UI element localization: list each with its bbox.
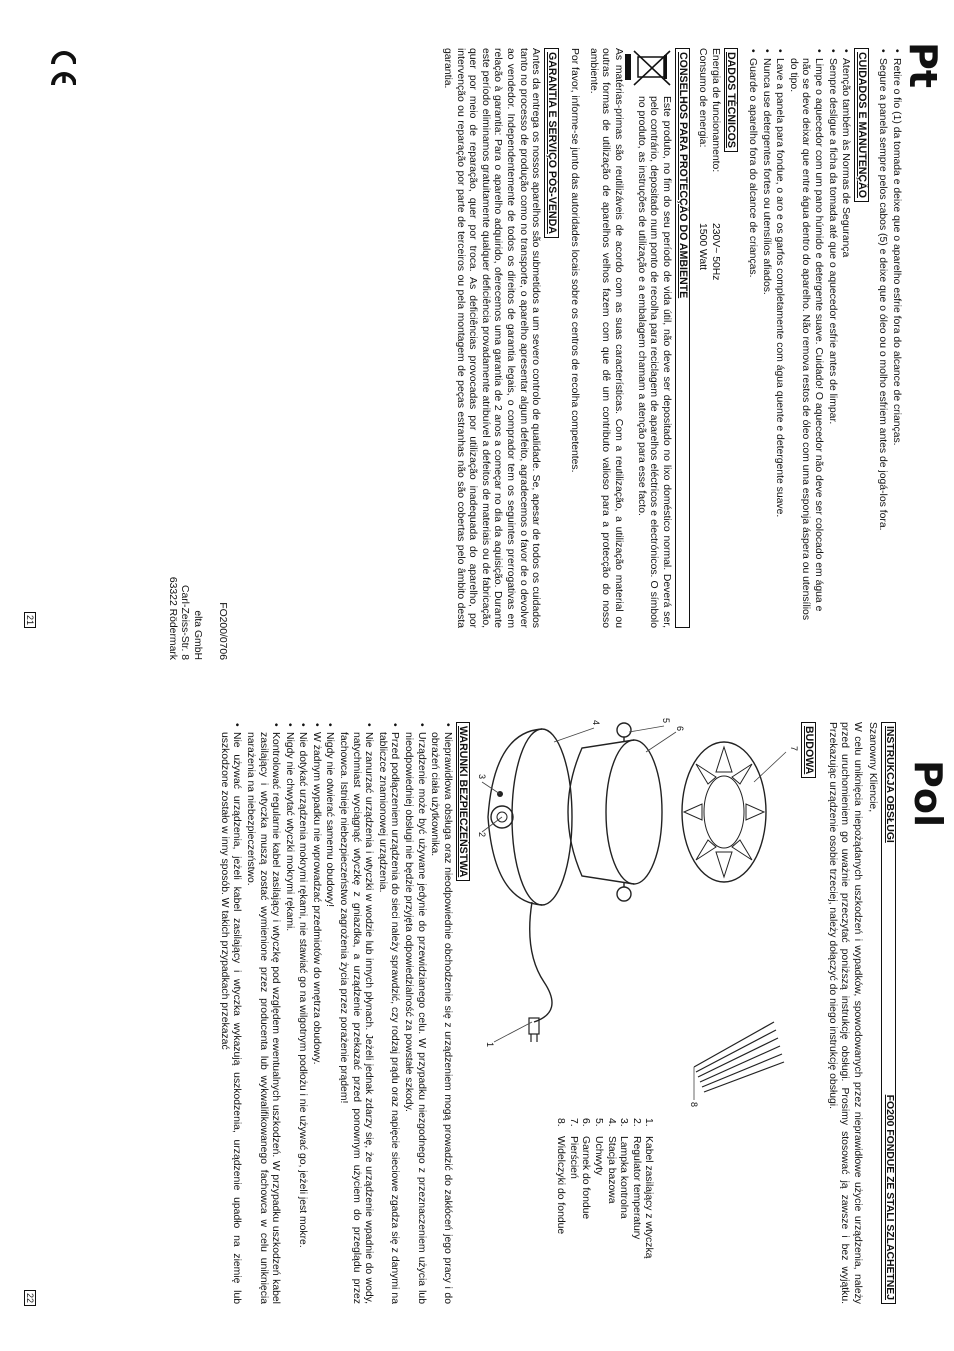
part-number: 3.	[618, 1118, 630, 1127]
pt-care-list	[745, 48, 851, 628]
section-heading-care: CUIDADOS E MANUTENÇÃO	[854, 48, 869, 202]
list-item: • Przed podłączeniem urządzenia do sieci należy sprawdzić, czy rodzaj prądu oraz napięcie sieciowe zgadza się z danymi na tabliczce znamionowej urządzenia.	[375, 732, 400, 1304]
env-text: Por favor, informe-se junto das autoridades locais sobre os centros de recolha competentes.	[569, 48, 581, 473]
list-item	[591, 1118, 604, 1258]
tech-value: 230V~ 50Hz	[709, 223, 721, 281]
list-item	[629, 1118, 642, 1258]
tech-key: Consumo de energia:	[697, 48, 709, 148]
instruction-title-bar	[881, 722, 896, 1304]
address-line: elta GmbH	[191, 610, 203, 660]
language-label-pt: Pt	[901, 42, 945, 89]
list-item: • Limpe o aquecedor com um pano húmido e detergente suave. Cuidado! O aquecedor não deve ser colocado em água e não se deve deixar que entre água dentro do aparelho. Não remova restos de óleo com uma esponja áspera ou utensílios do tipo.	[786, 58, 824, 628]
part-label: Kabel zasilający z wtyczką	[643, 1136, 655, 1259]
language-label-pol: Pol	[906, 760, 950, 827]
address-line: 63322 Rödermark	[166, 576, 178, 660]
list-item: • Nie dotykać urządzenia mokrymi rękami, nie stawiać go na wilgotnym podłożu i nie używać go, jeżeli jest mokre.	[296, 732, 309, 1304]
part-label: Uchwyty	[593, 1136, 605, 1176]
list-item	[604, 1118, 617, 1258]
list-item: • Nunca use detergentes fortes ou utensílios afiados.	[759, 58, 772, 628]
callout-label: 2	[477, 832, 488, 838]
ce-mark-icon	[38, 44, 76, 101]
callout-label: 6	[675, 726, 686, 732]
list-item	[642, 1118, 655, 1258]
list-item: • Nigdy nie otwierać samemu obudowy!	[323, 732, 336, 1304]
instruction-title: INSTRUKCJA OBSŁUGI	[884, 726, 895, 843]
tech-row	[708, 48, 721, 628]
env-text: As matérias-primas são reutilizáveis de acordo com as suas características. Com a reutilização, a utilização material ou outras formas de utilização de aparelhos velhos fazem com que dê um contributo valioso para a protecção do nosso ambiente.	[587, 48, 625, 628]
greeting: Szanowny Kliencie,	[867, 722, 879, 813]
list-item: • Nie zanurzać urządzenia i wtyczki w wodzie lub innych płynach. Jeżeli jednak zdarzy się, że urządzenie wpadnie do wody, natychmiast wyciągnąć wtyczkę z gniazdka, a urządzenie przekazać przed ponownym użyciem do przeglądu przez fachowca. Istnieje niebezpieczeństwo zagrożenia życia przez porażenie prądem!	[337, 732, 375, 1304]
section-heading-safety: WARUNKI BEZPIECZEŃSTWA	[456, 722, 471, 881]
list-item	[617, 1118, 630, 1258]
callout-label: 5	[661, 718, 672, 724]
safety-list	[217, 722, 453, 1304]
section-heading-tech: DADOS TÉCNICOS	[724, 48, 739, 152]
part-number: 2.	[630, 1118, 642, 1127]
list-item: • Nigdy nie chwytać wtyczki mokrymi rękami.	[282, 732, 295, 1304]
tech-key: Energia de funcionamento:	[709, 48, 721, 173]
part-label: Regulator temperatury	[630, 1136, 642, 1240]
list-item	[579, 1118, 592, 1258]
list-item: • Guarde o aparelho fora do alcance de crianças.	[745, 58, 758, 628]
part-label: Garnek do fondue	[580, 1136, 592, 1220]
callout-label: 3	[477, 774, 488, 780]
tech-value: 1500 Watt	[697, 223, 709, 270]
list-item: • Urządzenie może być używane jedynie do przewidzianego celu. W przypadku niezgodnego z przeznaczeniem użycia lub nieodpowiedniej obsługi nie będzie przyjęta odpowiedzialność za powstałe szkody.	[401, 732, 426, 1304]
page-number: 21	[24, 612, 36, 628]
part-label: Stacja bazowa	[605, 1136, 617, 1204]
part-number: 4.	[605, 1118, 617, 1127]
list-item: • Lave a panela para fondue, o aro e os garfos completamente com água quente e detergente suave.	[773, 58, 786, 628]
part-number: 7.	[567, 1118, 579, 1127]
part-label: Lampka kontrolna	[618, 1136, 630, 1219]
list-item: • Nie używać urządzenia, jeżeli kabel zasilający i wtyczka wykazują uszkodzenia, urządzenie upadło na ziemię lub uszkodzone zostało w inny sposób. W takich przypadkach przekazać	[217, 732, 242, 1304]
list-item	[554, 1118, 567, 1258]
address-block	[165, 550, 228, 660]
fondue-diagram	[476, 718, 800, 1112]
intro-text: W celu uniknięcia niepożądanych uszkodzeń i wypadków, spowodowanych przez nieprawidłowe użycie urządzenia, należy przed uruchomieniem go uważnie przeczytać poniższą instrukcję obsługi. Prosimy stosować ją zawsze i bez wyjątku. Przekazując urządzenie osobie trzeciej, należy dołączyć do niego instrukcję obsługi.	[826, 722, 863, 1304]
part-label: Pierścień	[567, 1136, 579, 1179]
callout-label: 8	[689, 1102, 700, 1108]
page-pol	[216, 718, 900, 1304]
list-item: • Retire o fio (1) da tomada e deixe que o aparelho esfrie fora do alcance de crianças.	[889, 58, 902, 628]
section-heading-warranty: GARANTIA E SERVIÇO PÓS-VENDA	[544, 48, 559, 238]
part-number: 6.	[580, 1118, 592, 1127]
env-text: Este produto, no fim do seu período de vida útil, não deve ser depositado no lixo doméstico normal. Deverá ser, pelo contrário, depositado num ponto de recolha para reciclagem de aparelhos eléctricos e electrónicos. O símbolo no produto, as instruções de utilização e a embalagem chamam a atenção para esse facto.	[635, 96, 673, 628]
part-label: Widelczyki do fondue	[555, 1136, 567, 1235]
list-item: • Sempre desligue a ficha da tomada até que o aquecedor esfrie antes de limpar.	[825, 58, 838, 628]
part-number: 5.	[593, 1118, 605, 1127]
list-item: • Atenção também às Normas de Segurança	[839, 58, 852, 628]
part-number: 1.	[643, 1118, 655, 1127]
list-item: • Nieprawidłowa obsługa oraz nieodpowiednie obchodzenie się z urządzeniem mogą prowadzić do zakłóceń jego pracy i do obrażeń ciała użytkownika.	[428, 732, 453, 1304]
list-item: • Kontrolować regularnie kabel zasilający i wtyczkę pod względem ewentualnych uszkodzeń. W przypadku uszkodzeń kabel zasilający i wtyczka muszą zostać wymienione przez producenta lub wykwalifikowanego fachowca w celu uniknięcia narażenia na niebezpieczeństwo.	[243, 732, 281, 1304]
warranty-text: Antes da entrega os nossos aparelhos são submetidos a um severo controlo de qualidade. Se, apesar de todos os cuidados tanto no processo de produção como no transporte, o aparelho apresentar algum defeito, agradecemos o favor de o devolver ao vendedor. Independentemente de todos os direitos de garantia legais, o comprador tem os seguintes prerrogativas em relação à garantia: Para o aparelho adquirido, oferecemos uma garantia de 2 anos a começar no dia da aquisição. Durante este período eliminamos gratuitamente qualquer deficiência provadamente atribuível a defeitos de materiais ou de fabricação, quer por meio de reparação, quer por troca. As deficiências provocadas por utilização inadequada do aparelho, por intervenção ou reparação por parte de terceiros ou pela montagem de peças estranhas não são cobertas pelo âmbito desta garantia.	[441, 48, 542, 628]
fondue-set-illustration	[476, 722, 794, 1112]
tech-row	[696, 48, 709, 628]
pt-intro-list	[876, 48, 902, 628]
list-item: • Segure a panela sempre pelos cabos (5) e deixe que o óleo ou o molho esfriem antes de jogá-los fora.	[876, 58, 889, 628]
callout-label: 4	[591, 720, 602, 726]
page-number: 22	[24, 1290, 36, 1306]
list-item: • W żadnym wypadku nie wprowadzać przedmiotów do wnętrza obudowy.	[309, 732, 322, 1304]
doc-code: FO200/0706	[217, 602, 228, 660]
product-title: FO200 FONDUE ZE STALI SZLACHETNEJ	[884, 1094, 895, 1300]
address-line: Carl-Zeiss-Str. 8	[179, 584, 191, 660]
build-section	[476, 718, 800, 1304]
parts-list	[476, 1112, 654, 1258]
env-block	[624, 48, 672, 628]
section-heading-build: BUDOWA	[801, 722, 816, 778]
section-heading-environment: CONSELHOS PARA PROTECÇÃO DO AMBIENTE	[675, 48, 690, 628]
callout-label: 7	[789, 746, 800, 752]
callout-label: 1	[485, 1042, 496, 1048]
weee-bin-icon	[624, 48, 672, 88]
page-pt	[437, 48, 902, 628]
part-number: 8.	[555, 1118, 567, 1127]
list-item	[566, 1118, 579, 1258]
